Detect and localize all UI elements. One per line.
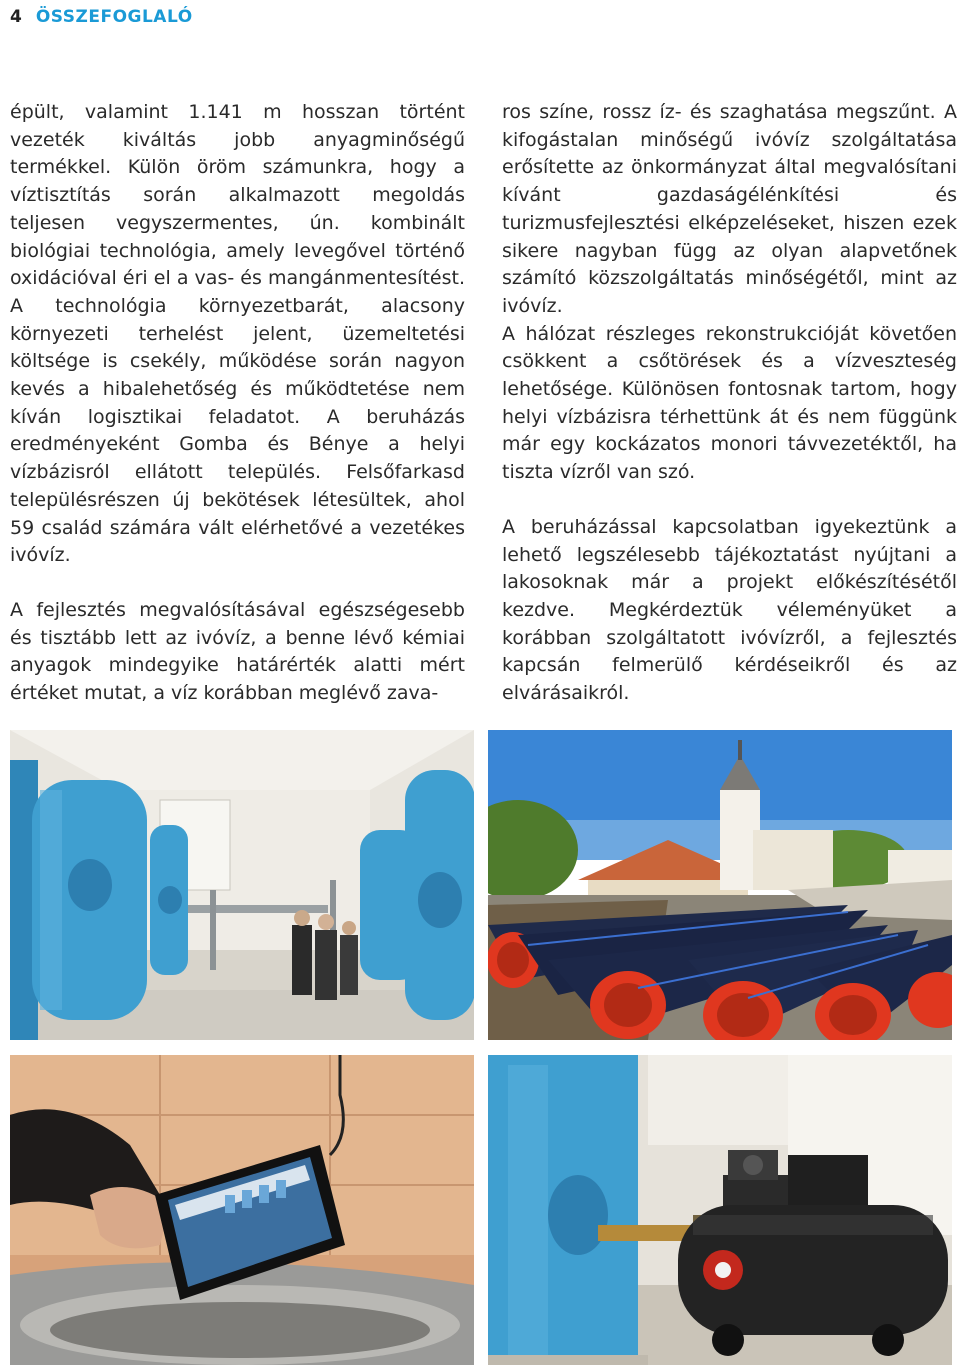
right-text-column bbox=[502, 99, 957, 708]
left-paragraph-1: épült, valamint 1.141 m hosszan történt vezeték kiváltás jobb anyagminőségű termékkel. Külön öröm számunkra, hogy a víztisztítás során alkalmazott megoldás teljesen vegyszermentes, ún. kombinált biológiai technológia, amely levegővel történő oxidációval éri el a vas- és mangánmentesítést. A technológia környezetbarát, alacsony környezeti terhelést jelent, üzemeltetési költsége is csekély, működése során nagyon kevés a hibalehetőség és működtetése nem kíván logisztikai feladatot. A beruházás eredményeként Gomba és Bénye a helyi vízbázisról ellátott település. Felsőfarkasd településrészen új bekötések létesültek, ahol 59 család számára vált elérhetővé a vezetékes ivóvíz. bbox=[10, 101, 465, 567]
right-paragraph-3: A beruházással kapcsolatban igyekeztünk a lehető legszélesebb tájékoztatást nyújtani a lakosoknak már a projekt előkészítésétől kezdve. Megkérdeztük véleményüket a korábban szolgáltatott ivóvízről, a fejlesztés kapcsán felmerülő kérdéseikről és az elvárásaikról. bbox=[502, 515, 957, 705]
section-title: ÖSSZEFOGLALÓ bbox=[35, 7, 193, 27]
page-number: 4 bbox=[10, 7, 22, 27]
right-paragraph-2: A hálózat részleges rekonstrukcióját követően csökkent a csőtörések és a vízveszteség lehetősége. Különösen fontosnak tartom, hogy helyi vízbázisra térhettünk át és nem függünk már egy kockázatos monori távvezetéktől, ha tiszta vízről van szó. bbox=[502, 322, 957, 484]
left-paragraph-2: A fejlesztés megvalósításával egészségesebb és tisztább lett az ivóvíz, a benne lévő kémiai anyagok mindegyike határérték alatti mért értéket mutat, a víz korábban meglévő zava- bbox=[10, 598, 465, 705]
right-paragraph-1: ros színe, rossz íz- és szaghatása megszűnt. A kifogástalan minőségű ivóvíz szolgáltatása erősítette az önkormányzat által megvalósítani kívánt gazdaságélénkítési és turizmusfejlesztési elképzeléseket, hiszen ezek sikere nagyban függ az olyan alapvetőnek számító közszolgáltatás minőségétől, mint az ivóvíz. bbox=[502, 101, 957, 317]
photo-water-treatment-hall bbox=[10, 730, 474, 1040]
photo-air-compressor bbox=[488, 1055, 952, 1365]
left-text-column bbox=[10, 99, 465, 708]
page-header bbox=[10, 5, 193, 29]
photo-tablet-monitoring bbox=[10, 1055, 474, 1365]
photo-pipes-and-church bbox=[488, 730, 952, 1040]
